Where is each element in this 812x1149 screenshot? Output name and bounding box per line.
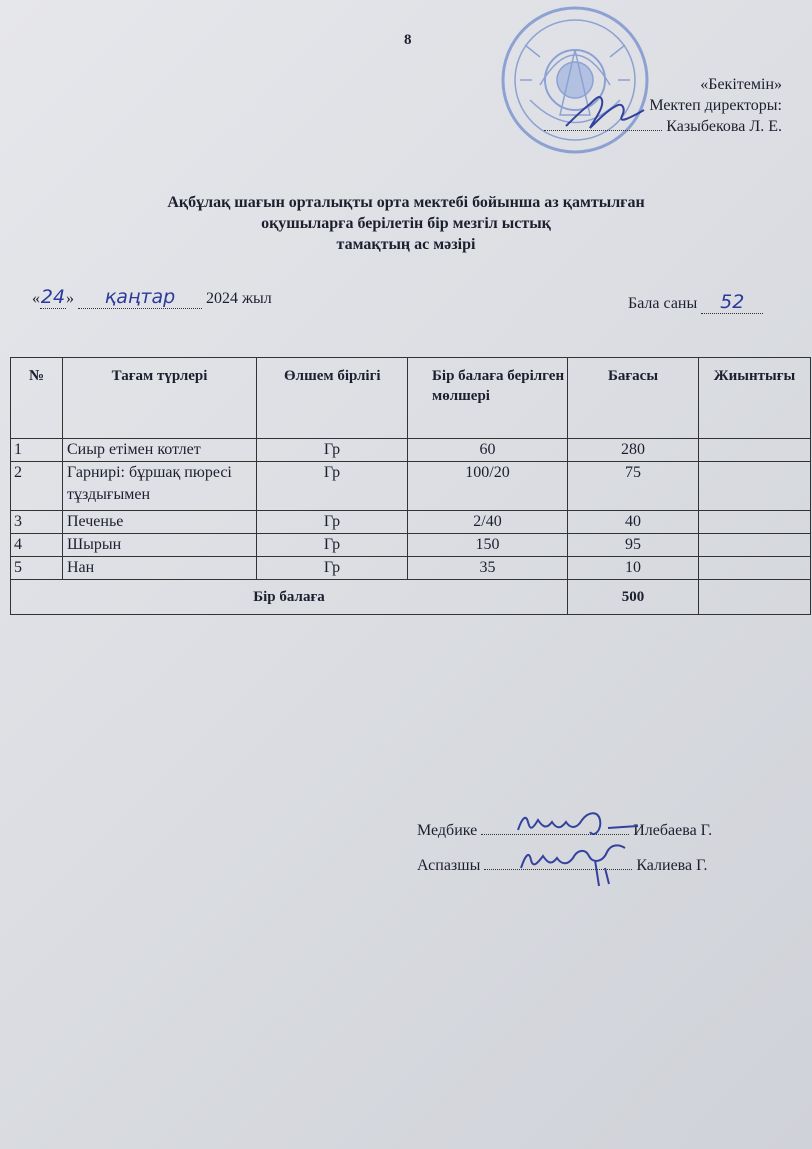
table-row [11, 462, 811, 511]
header-portion: Бір балаға берілген мөлшері [408, 358, 568, 439]
row-total [699, 439, 811, 462]
row-unit: Гр [257, 557, 408, 580]
summary-label: Бір балаға [11, 580, 568, 615]
signature-role: Аспазшы [417, 857, 481, 874]
row-unit: Гр [257, 511, 408, 534]
signature-name: Калиева Г. [636, 857, 708, 874]
row-dish: Нан [63, 557, 257, 580]
row-portion: 2/40 [408, 511, 568, 534]
row-unit: Гр [257, 534, 408, 557]
row-price: 10 [568, 557, 699, 580]
row-unit: Гр [257, 462, 408, 511]
table-header-row [11, 358, 811, 439]
row-portion: 35 [408, 557, 568, 580]
page-number: 8 [404, 32, 412, 48]
row-no: 2 [11, 462, 63, 511]
row-dish: Шырын [63, 534, 257, 557]
row-price: 280 [568, 439, 699, 462]
table-summary-row [11, 580, 811, 615]
cook-signature [515, 838, 635, 890]
row-no: 1 [11, 439, 63, 462]
children-count-line [628, 291, 763, 314]
document-title [0, 192, 812, 255]
row-no: 3 [11, 511, 63, 534]
row-portion: 100/20 [408, 462, 568, 511]
row-price: 75 [568, 462, 699, 511]
date-month: қаңтар [78, 286, 202, 309]
table-row [11, 439, 811, 462]
approval-heading: «Бекітемін» [700, 76, 782, 93]
signature-role: Медбике [417, 822, 478, 839]
row-total [699, 511, 811, 534]
title-line-3: тамақтың ас мәзірі [336, 236, 476, 253]
signature-name: Илебаева Г. [633, 822, 713, 839]
approval-name: Казыбекова Л. Е. [666, 118, 782, 135]
row-dish: Печенье [63, 511, 257, 534]
menu-table [10, 357, 811, 615]
title-line-2: оқушыларға берілетін бір мезгіл ыстық [261, 215, 551, 232]
row-total [699, 462, 811, 511]
children-count-value: 52 [701, 291, 763, 314]
date-open-quote: « [32, 290, 40, 307]
approval-position: Мектеп директоры: [649, 97, 782, 114]
summary-total [699, 580, 811, 615]
row-total [699, 534, 811, 557]
summary-price: 500 [568, 580, 699, 615]
row-no: 4 [11, 534, 63, 557]
table-row [11, 534, 811, 557]
header-price: Бағасы [568, 358, 699, 439]
row-price: 40 [568, 511, 699, 534]
header-total: Жиынтығы [699, 358, 811, 439]
title-line-1: Ақбұлақ шағын орталықты орта мектебі бойынша аз қамтылған [167, 194, 645, 211]
nurse-signature [512, 808, 642, 842]
date-close-quote: » [66, 290, 74, 307]
row-dish: Сиыр етімен котлет [63, 439, 257, 462]
row-portion: 60 [408, 439, 568, 462]
date-year: 2024 жыл [206, 290, 272, 307]
children-count-label: Бала саны [628, 295, 698, 312]
header-unit: Өлшем бірлігі [257, 358, 408, 439]
row-portion: 150 [408, 534, 568, 557]
row-dish: Гарнирі: бұршақ пюресі тұздығымен [63, 462, 257, 511]
row-price: 95 [568, 534, 699, 557]
header-dish: Тағам түрлері [63, 358, 257, 439]
director-signature [560, 88, 650, 136]
row-no: 5 [11, 557, 63, 580]
table-row [11, 557, 811, 580]
header-no: № [11, 358, 63, 439]
table-row [11, 511, 811, 534]
row-total [699, 557, 811, 580]
row-unit: Гр [257, 439, 408, 462]
date-line [32, 286, 272, 309]
date-day: 24 [40, 286, 66, 308]
